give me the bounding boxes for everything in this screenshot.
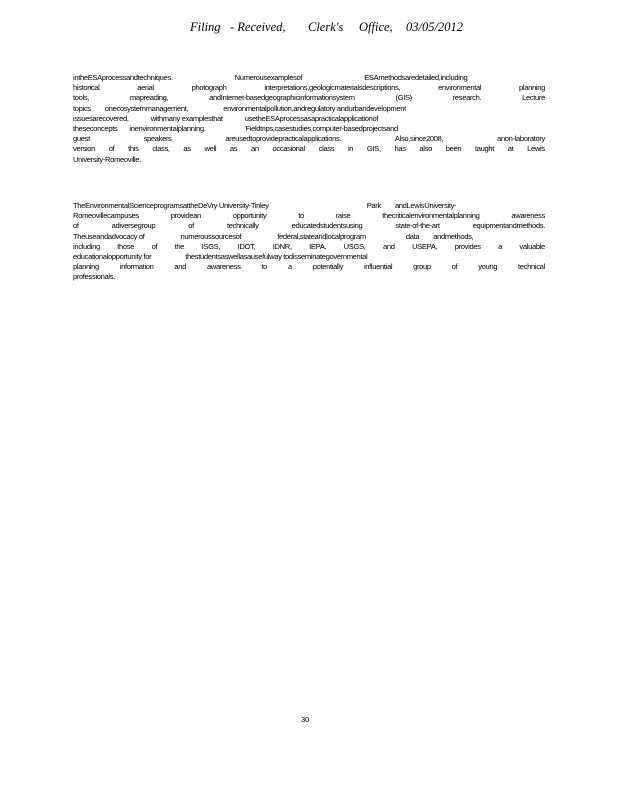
word: potentially (312, 262, 344, 272)
word: of (151, 241, 158, 251)
word: of (451, 262, 458, 272)
word: topics (73, 103, 91, 113)
page-number: 30 (301, 715, 309, 724)
word: and (383, 241, 395, 251)
word: as (229, 144, 238, 154)
word: technically (226, 221, 259, 231)
word: also (419, 144, 432, 154)
word: thestudentsaswellasausefulway todisseminategovernmental (185, 251, 368, 261)
word: well (204, 144, 217, 154)
word: onecosystemmanagement, (104, 103, 189, 113)
word: research. (452, 93, 482, 103)
text-line (73, 134, 545, 144)
text-line (73, 272, 545, 282)
word: Fieldtrips,casestudies,computer-basedprojectsand (245, 123, 398, 133)
paragraph-2 (73, 201, 545, 283)
word: data (405, 231, 420, 241)
word: at (507, 144, 514, 154)
word: raise (335, 211, 351, 221)
header-clerks: Clerk's (308, 20, 344, 34)
word: areusedtoprovidepracticalapplications. (225, 134, 342, 144)
word: information (119, 262, 154, 272)
word: ISGS, (201, 241, 221, 251)
word: including (73, 241, 100, 251)
word: awareness (511, 211, 545, 221)
word: IEPA, (309, 241, 327, 251)
word: to (261, 262, 268, 272)
word: educatedstudentsusing (291, 221, 363, 231)
text-line (73, 104, 545, 114)
text-line (73, 83, 545, 93)
word: guest (73, 134, 90, 144)
word: class, (152, 144, 170, 154)
word: awareness (206, 262, 241, 272)
word: thecriticalenvironmentalplanning (382, 211, 480, 221)
word: this (128, 144, 139, 154)
word: a (287, 262, 292, 272)
word: tools, (73, 93, 90, 103)
text-line (73, 144, 545, 154)
word: intheESAprocessandtechniques. (73, 73, 173, 82)
word: University-Romeoville. (73, 154, 141, 164)
word: numeroussourcesof (180, 231, 242, 241)
word: andmethods, (433, 231, 474, 241)
word: Lewis (527, 144, 545, 154)
word: group (413, 262, 431, 272)
word: Numerousexamplesof (234, 73, 303, 82)
word: photograph (191, 83, 227, 93)
text-line (73, 201, 545, 211)
word: theseconcepts (73, 123, 118, 133)
text-line (73, 252, 545, 262)
word: has (394, 144, 406, 154)
header-office: Office, (359, 20, 393, 34)
text-line (73, 242, 545, 252)
text-line (73, 73, 545, 83)
word: mapreading, (129, 93, 169, 103)
word: Romeovillecampuses (73, 211, 139, 221)
header-date: 03/05/2012 (406, 20, 463, 34)
word: opportunity (232, 211, 267, 221)
text-line (73, 221, 545, 231)
text-line (73, 124, 545, 134)
word: of (73, 221, 79, 231)
word: Lecture (522, 93, 545, 103)
text-line (73, 211, 545, 221)
word: USEPA, (412, 241, 438, 251)
text-line (73, 262, 545, 272)
word: taught (474, 144, 494, 154)
word: environmental (438, 83, 482, 93)
word: been (445, 144, 462, 154)
word: TheEnvironmentalScienceprogramsattheDeVry University-Tinley (73, 201, 269, 210)
word: planning (73, 262, 99, 272)
word: provides (454, 241, 481, 251)
filing-header (190, 20, 470, 38)
word: of (188, 221, 194, 231)
word: IDOT, (237, 241, 256, 251)
word: influential (363, 262, 393, 272)
word: educationalopportunity for (73, 251, 152, 261)
word: young (478, 262, 498, 272)
word: historical (73, 83, 100, 93)
word: version (73, 144, 96, 154)
word: environmentalpollution,andregulatory andurbandevelopment (223, 103, 406, 113)
word: to (298, 211, 304, 221)
word: equipmentandmethods. (472, 221, 545, 231)
text-line (73, 232, 545, 242)
word: withmany examplesthat (150, 113, 223, 123)
word: GIS, (366, 144, 381, 154)
word: those (117, 241, 135, 251)
word: professionals. (73, 272, 115, 282)
word: planning (519, 83, 545, 93)
word: an (251, 144, 259, 154)
word: USGS, (343, 241, 366, 251)
word: and (174, 262, 187, 272)
word: the (174, 241, 185, 251)
word: issuesarecovered, (73, 113, 129, 123)
word: interpretations,geologicmaterialsdescriptions, (264, 83, 401, 93)
word: a (498, 241, 502, 251)
word: IDNR, (272, 241, 292, 251)
word: providean (170, 211, 201, 221)
text-line (73, 155, 545, 165)
word: ESAmethodsaredetailed,including (364, 73, 468, 82)
word: andInternet-basedgeographicinformationsystem (209, 93, 355, 103)
word: (GIS) (395, 93, 412, 103)
word: technical (518, 262, 545, 272)
word: of (108, 144, 115, 154)
word: Theuseandadvocacy of (73, 231, 145, 241)
word: speakers (143, 134, 172, 144)
word: Park (366, 201, 381, 210)
word: valuable (519, 241, 545, 251)
text-line (73, 114, 545, 124)
word: usetheESAprocessasapracticalapplicationof (244, 113, 379, 123)
word: in (347, 144, 354, 154)
word: aerial (137, 83, 154, 93)
word: andLewisUniversity- (394, 201, 457, 210)
word: class (318, 144, 335, 154)
word: anon-laboratory (497, 134, 545, 144)
word: state-of-the-art (395, 221, 440, 231)
header-filing: Filing (190, 20, 221, 34)
header-received: - Received, (230, 20, 286, 34)
paragraph-1 (73, 73, 545, 165)
text-line (73, 93, 545, 103)
word: as (183, 144, 191, 154)
word: adiversegroup (111, 221, 156, 231)
word: occasional (272, 144, 305, 154)
word: federal,stateandlocalprogram (277, 231, 366, 241)
word: inenvironmentalplanning. (129, 123, 206, 133)
word: Also,since2008, (394, 134, 444, 144)
